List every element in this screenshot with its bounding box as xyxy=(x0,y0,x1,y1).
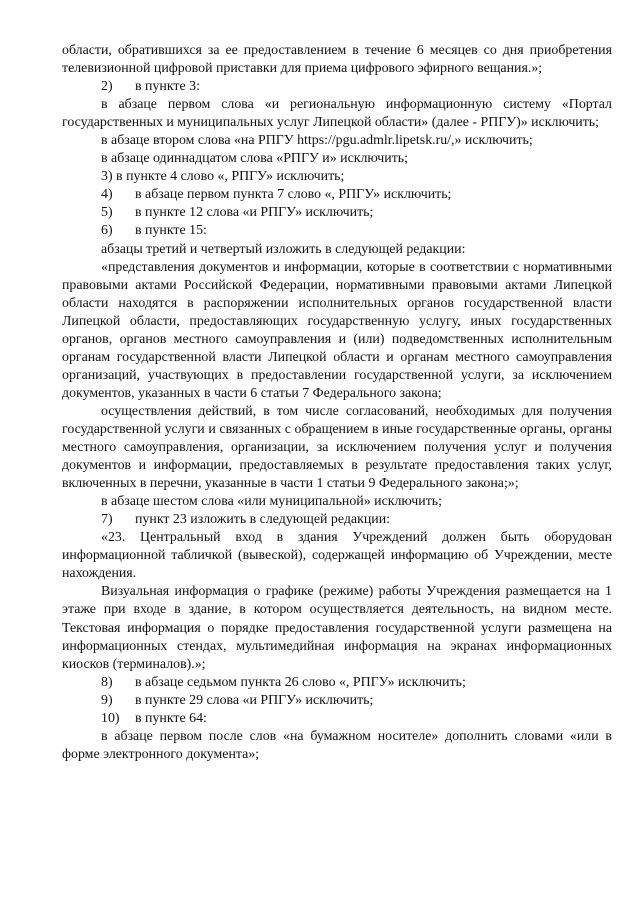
paragraph: в абзаце одиннадцатом слова «РПГУ и» исключить; xyxy=(101,151,408,167)
item-number: 4) xyxy=(101,187,113,203)
item-number: 2) xyxy=(101,79,113,95)
paragraph: в абзаце шестом слова «или муниципальной» исключить; xyxy=(101,494,442,510)
list-item xyxy=(62,674,612,692)
list-item xyxy=(62,204,612,222)
paragraph: 3) в пункте 4 слово «, РПГУ» исключить; xyxy=(101,169,345,185)
item-number: 10) xyxy=(101,710,120,726)
item-number: 5) xyxy=(101,205,113,221)
list-item xyxy=(62,511,612,529)
item-text: в абзаце первом пункта 7 слово «, РПГУ» исключить; xyxy=(135,187,452,203)
paragraph: «представления документов и информации, которые в соответствии с нормативными правовыми актами Российской Федерации, нормативными правовыми актами Липецкой области находятся в распоряжении исполнительных органов государственной власти Липецкой области, предоставляющих государственную услугу, иных государственных органов, органов местного самоуправления и (или) подведомственных исполнительным органам государственной власти Липецкой области и органам местного самоуправления организаций, участвующих в предоставлении государственной услуги, за исключением документов, указанных в части 6 статьи 7 Федерального закона; xyxy=(62,259,612,401)
paragraph: в абзаце втором слова «на РПГУ https://pgu.admlr.lipetsk.ru/,» исключить; xyxy=(101,133,533,149)
list-item xyxy=(62,186,612,204)
document-page xyxy=(62,42,612,764)
list-item xyxy=(62,710,612,728)
item-number: 9) xyxy=(101,692,113,708)
list-item xyxy=(62,222,612,240)
item-number: 7) xyxy=(101,512,113,528)
paragraph: Визуальная информация о графике (режиме) работы Учреждения размещается на 1 этаже при входе в здание, в котором осуществляется деятельность, на видном месте. Текстовая информация о порядке предоставления государственной услуги размещена на информационных стендах, мультимедийная информация на экранах информационных киосков (терминалов).»; xyxy=(62,584,612,672)
paragraph: «23. Центральный вход в здания Учреждений должен быть оборудован информационной табличкой (вывеской), содержащей информацию об Учреждении, месте нахождения. xyxy=(62,530,612,582)
list-item xyxy=(62,78,612,96)
item-text: в пункте 29 слова «и РПГУ» исключить; xyxy=(135,692,374,708)
paragraph: в абзаце первом после слов «на бумажном носителе» дополнить словами «или в форме электронного документа»; xyxy=(62,728,612,762)
item-text: в абзаце седьмом пункта 26 слово «, РПГУ» исключить; xyxy=(135,674,466,690)
item-number: 8) xyxy=(101,674,113,690)
item-text: в пункте 64: xyxy=(135,710,207,726)
item-number: 6) xyxy=(101,223,113,239)
paragraph: в абзаце первом слова «и региональную информационную систему «Портал государственных и муниципальных услуг Липецкой области» (далее - РПГУ)» исключить; xyxy=(62,97,612,131)
item-text: пункт 23 изложить в следующей редакции: xyxy=(135,512,390,528)
paragraph: области, обратившихся за ее предоставлением в течение 6 месяцев со дня приобретения телевизионной цифровой приставки для приема цифрового эфирного вещания.»; xyxy=(62,43,612,77)
item-text: в пункте 15: xyxy=(135,223,207,239)
item-text: в пункте 12 слова «и РПГУ» исключить; xyxy=(135,205,374,221)
paragraph: осуществления действий, в том числе согласований, необходимых для получения государственной услуги и связанных с обращением в иные государственные органы, органы местного самоуправления, организации, за исключением получения услуг и получения документов и информации, предоставляемых в результате предоставления таких услуг, включенных в перечни, указанные в части 1 статьи 9 Федерального закона;»; xyxy=(62,403,612,492)
item-text: в пункте 3: xyxy=(135,79,200,95)
list-item xyxy=(62,692,612,710)
paragraph: абзацы третий и четвертый изложить в следующей редакции: xyxy=(101,241,466,257)
